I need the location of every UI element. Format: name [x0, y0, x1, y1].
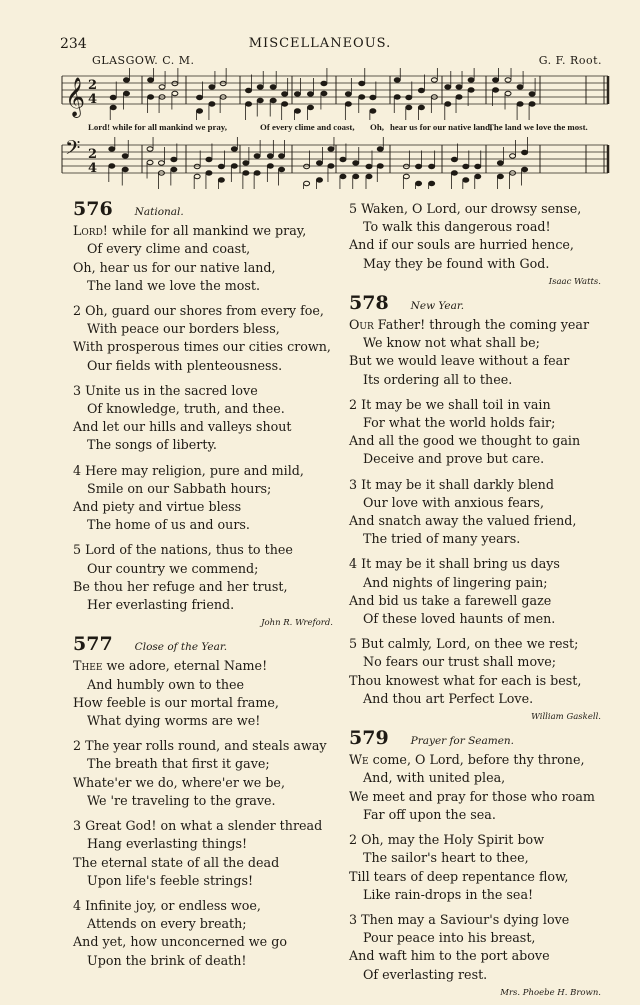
note-head	[345, 102, 351, 106]
verse-line: 4 Infinite joy, or endless woe,	[73, 897, 261, 913]
underlay-phrase: Lord! while for all mankind we pray,	[88, 122, 227, 132]
note-head	[148, 78, 154, 82]
note-head	[109, 164, 115, 168]
verse-line: Far off upon the sea.	[363, 806, 496, 822]
verse-line	[73, 657, 333, 675]
note-head	[522, 167, 528, 171]
note-head	[110, 95, 116, 99]
hymn-number: 578	[349, 291, 389, 314]
note-head	[340, 174, 346, 178]
note-head	[451, 157, 457, 161]
verse-line: May they be found with God.	[363, 255, 550, 271]
note-head	[475, 174, 481, 178]
note-head	[517, 102, 523, 106]
verse-first-word: We	[349, 752, 369, 768]
time-signature: 2	[88, 78, 98, 93]
note-head	[110, 105, 116, 109]
note-head	[294, 92, 300, 96]
note-head	[497, 174, 503, 178]
note-head	[294, 109, 300, 113]
note-head	[429, 164, 435, 168]
verse-line: Of everlasting rest.	[363, 966, 488, 982]
note-head	[328, 147, 334, 151]
verse-line: With peace our borders bless,	[87, 321, 280, 337]
hymn-heading	[349, 729, 601, 750]
verse-line: And snatch away the valued friend,	[349, 513, 577, 529]
note-head	[377, 164, 383, 168]
verse-line: And if our souls are hurried hence,	[349, 237, 574, 253]
hymn-title: National.	[134, 206, 184, 218]
note-head	[231, 147, 237, 151]
note-head	[321, 81, 327, 85]
hymn-number: 579	[349, 727, 389, 750]
verse-line: Smile on our Sabbath hours;	[87, 480, 272, 496]
note-head	[279, 154, 285, 158]
hymn	[349, 291, 601, 723]
verse-line: 2 Oh, may the Holy Spirit bow	[349, 832, 545, 848]
stanza	[73, 462, 333, 535]
verse-line: 5 Lord of the nations, thus to thee	[73, 542, 293, 558]
note-head	[522, 150, 528, 154]
note-head	[279, 167, 285, 171]
verse-line: The songs of liberty.	[87, 437, 217, 453]
bass-clef-icon: 𝄢	[65, 137, 81, 164]
verse-line	[349, 316, 601, 334]
note-head	[366, 164, 372, 168]
verse-line: Whate'er we do, where'er we be,	[73, 774, 285, 790]
verse-line: The land we love the most.	[87, 277, 261, 293]
verse-line: Oh, hear us for our native land,	[73, 259, 276, 275]
verse-line: And, with united plea,	[363, 770, 506, 786]
note-head	[220, 81, 226, 85]
stanza	[349, 555, 601, 628]
verse-line: We meet and pray for those who roam	[349, 788, 595, 804]
note-head	[377, 147, 383, 151]
note-head	[505, 78, 511, 82]
stanza	[73, 897, 333, 970]
treble-clef-icon: 𝄞	[65, 77, 86, 117]
verse-text: Father! through the coming year	[373, 317, 590, 333]
note-head	[418, 88, 424, 92]
note-head	[316, 161, 322, 165]
verse-line: We 're traveling to the grave.	[87, 792, 276, 808]
verse-line: What dying worms are we!	[87, 713, 261, 729]
verse-line: For what the world holds fair;	[363, 415, 556, 431]
time-signature: 2	[88, 147, 98, 162]
verse-line: 3 It may be it shall darkly blend	[349, 476, 554, 492]
note-head	[510, 154, 516, 158]
stanza	[73, 222, 333, 295]
note-head	[340, 157, 346, 161]
hymn-heading	[73, 635, 333, 656]
note-head	[416, 164, 422, 168]
note-head	[270, 98, 276, 102]
note-head	[406, 105, 412, 109]
note-head	[406, 95, 412, 99]
note-head	[463, 178, 469, 182]
verse-line: Of these loved haunts of men.	[363, 611, 556, 627]
underlay-phrase: hear us for our native land,	[390, 122, 493, 132]
note-head	[418, 105, 424, 109]
stanza	[73, 302, 333, 375]
verse-first-word: Thee	[73, 658, 103, 674]
verse-line: 5 But calmly, Lord, on thee we rest;	[349, 636, 579, 652]
note-head	[445, 85, 451, 89]
underlay-phrase: The land we love the most.	[488, 122, 588, 132]
verse-line: And waft him to the port above	[349, 948, 550, 964]
verse-line: The eternal state of all the dead	[73, 854, 280, 870]
note-head	[505, 91, 511, 95]
note-head	[456, 95, 462, 99]
verse-line: Her everlasting friend.	[87, 597, 235, 613]
verse-text: we adore, eternal Name!	[102, 658, 268, 674]
verse-line: And yet, how unconcerned we go	[73, 934, 287, 950]
note-head	[304, 181, 310, 185]
tune-name: GLASGOW. C. M.	[92, 54, 195, 67]
verse-first-word: Our	[349, 317, 374, 333]
verse-line: 2 The year rolls round, and steals away	[73, 738, 327, 754]
note-head	[429, 181, 435, 185]
hymn-title: Prayer for Seamen.	[410, 735, 515, 748]
time-signature: 4	[88, 161, 98, 176]
verse-line: To walk this dangerous road!	[363, 219, 551, 235]
note-head	[254, 171, 260, 175]
note-head	[366, 174, 372, 178]
verse-line: Like rain-drops in the sea!	[363, 886, 534, 902]
note-head	[456, 85, 462, 89]
note-head	[257, 85, 263, 89]
note-head	[172, 81, 178, 85]
verse-line: 2 It may be we shall toil in vain	[349, 396, 551, 412]
hymn-author: Isaac Watts.	[548, 276, 601, 287]
verse-line: Pour peace into his breast,	[363, 930, 536, 946]
note-head	[394, 95, 400, 99]
note-head	[231, 164, 237, 168]
stanza	[73, 817, 333, 890]
hymn-title: Close of the Year.	[134, 641, 228, 654]
hymn-author: Mrs. Phoebe H. Brown.	[500, 987, 601, 998]
note-head	[370, 95, 376, 99]
note-head	[445, 102, 451, 106]
verse-line: How feeble is our mortal frame,	[73, 694, 279, 710]
note-head	[243, 171, 249, 175]
verse-line: Hang everlasting things!	[87, 836, 248, 852]
underlay-phrase: Oh,	[370, 122, 384, 132]
verse-text: while for all mankind we pray,	[107, 223, 307, 239]
note-head	[475, 164, 481, 168]
hymn	[349, 729, 601, 999]
verse-line: 3 Great God! on what a slender thread	[73, 818, 323, 834]
note-head	[307, 105, 313, 109]
verse-line: Upon the brink of death!	[87, 952, 247, 968]
note-head	[147, 160, 153, 164]
note-head	[194, 174, 200, 178]
verse-line: And let our hills and valleys shout	[73, 419, 292, 435]
note-head	[206, 157, 212, 161]
note-head	[451, 171, 457, 175]
note-head	[463, 164, 469, 168]
note-head	[123, 78, 129, 82]
verse-line: And piety and virtue bless	[73, 499, 242, 515]
time-signature: 4	[88, 92, 98, 107]
stanza	[349, 831, 601, 904]
note-head	[353, 161, 359, 165]
note-head	[282, 92, 288, 96]
verse-line: Till tears of deep repentance flow,	[349, 868, 569, 884]
note-head	[209, 102, 215, 106]
note-head	[468, 88, 474, 92]
note-head	[394, 78, 400, 82]
verse-line: Deceive and prove but care.	[363, 451, 545, 467]
verse-line: Attends on every breath;	[87, 916, 247, 932]
verse-line: Our love with anxious fears,	[363, 494, 544, 510]
verse-line: 5 Waken, O Lord, our drowsy sense,	[349, 201, 582, 216]
verse-line: Be thou her refuge and her trust,	[73, 578, 288, 594]
note-head	[206, 171, 212, 175]
hymn	[73, 200, 333, 629]
hymn	[73, 635, 333, 969]
stanza	[349, 396, 601, 469]
right-column	[349, 200, 601, 1005]
left-column	[73, 200, 333, 977]
note-head	[267, 164, 273, 168]
verse-line	[73, 222, 333, 240]
note-head	[493, 88, 499, 92]
verse-line: Of every clime and coast,	[87, 241, 251, 257]
page-number: 234	[60, 36, 87, 52]
note-head	[246, 102, 252, 106]
stanza	[73, 382, 333, 455]
verse-line: 3 Then may a Saviour's dying love	[349, 911, 570, 927]
verse-line: 2 Oh, guard our shores from every foe,	[73, 303, 324, 319]
verse-line: With prosperous times our cities crown,	[73, 339, 331, 355]
note-head	[304, 164, 310, 168]
hymn	[349, 200, 601, 288]
note-head	[123, 91, 129, 95]
note-head	[307, 92, 313, 96]
verse-line: The breath that first it gave;	[87, 756, 270, 772]
note-head	[171, 167, 177, 171]
note-head	[148, 95, 154, 99]
note-head	[468, 78, 474, 82]
note-head	[209, 85, 215, 89]
stanza	[349, 476, 601, 549]
stanza	[349, 635, 601, 708]
verse-line: The home of us and ours.	[87, 517, 250, 533]
verse-line: And humbly own to thee	[87, 676, 245, 692]
note-head	[122, 154, 128, 158]
note-head	[403, 174, 409, 178]
verse-line: The sailor's heart to thee,	[363, 850, 529, 866]
verse-line: And all the good we thought to gain	[349, 433, 581, 449]
hymn-title: New Year.	[410, 299, 465, 312]
stanza	[73, 541, 333, 614]
stanza	[349, 911, 601, 984]
verse-line: But we would leave without a fear	[349, 353, 570, 369]
note-head	[270, 85, 276, 89]
note-head	[359, 81, 365, 85]
verse-line: And bid us take a farewell gaze	[349, 592, 552, 608]
note-head	[218, 178, 224, 182]
note-head	[254, 154, 260, 158]
verse-line: Upon life's feeble strings!	[87, 872, 254, 888]
hymn-heading	[349, 291, 601, 315]
note-head	[529, 102, 535, 106]
treble-staff	[60, 68, 610, 120]
note-head	[109, 147, 115, 151]
note-head	[529, 92, 535, 96]
note-head	[416, 181, 422, 185]
stanza	[349, 200, 601, 273]
note-head	[243, 161, 249, 165]
hymn-number: 576	[73, 198, 113, 220]
note-head	[147, 147, 153, 151]
verse-line: The tried of many years.	[363, 531, 521, 547]
running-head: MISCELLANEOUS.	[248, 36, 392, 51]
verse-line	[349, 751, 601, 769]
note-head	[197, 95, 203, 99]
stanza	[73, 657, 333, 730]
verse-line: Of knowledge, truth, and thee.	[87, 401, 285, 417]
note-head	[517, 85, 523, 89]
verse-text: come, O Lord, before thy throne,	[368, 752, 585, 768]
stanza	[349, 751, 601, 824]
note-head	[282, 102, 288, 106]
note-head	[158, 161, 164, 165]
verse-line: 4 It may be it shall bring us days	[349, 556, 560, 572]
note-head	[197, 109, 203, 113]
note-head	[493, 78, 499, 82]
note-head	[159, 85, 165, 89]
note-head	[403, 164, 409, 168]
hymn-author: William Gaskell.	[531, 712, 601, 723]
composer-name: G. F. Root.	[538, 54, 602, 67]
note-head	[267, 154, 273, 158]
note-head	[431, 78, 437, 82]
note-head	[345, 92, 351, 96]
note-head	[171, 157, 177, 161]
underlay-phrase: Of every clime and coast,	[260, 122, 355, 132]
verse-line: 3 Unite us in the sacred love	[73, 382, 258, 398]
bass-staff	[60, 137, 610, 189]
verse-line: 4 Here may religion, pure and mild,	[73, 462, 304, 478]
note-head	[194, 164, 200, 168]
verse-line: And nights of lingering pain;	[363, 574, 548, 590]
note-head	[497, 161, 503, 165]
note-head	[218, 164, 224, 168]
stanza	[73, 737, 333, 810]
hymn-heading	[73, 200, 333, 221]
note-head	[316, 178, 322, 182]
verse-line: We know not what shall be;	[363, 335, 540, 351]
note-head	[257, 98, 263, 102]
note-head	[353, 174, 359, 178]
verse-line: Our country we commend;	[87, 560, 259, 576]
note-head	[370, 109, 376, 113]
note-head	[328, 164, 334, 168]
note-head	[359, 95, 365, 99]
verse-line: Our fields with plenteousness.	[87, 357, 283, 373]
verse-line: No fears our trust shall move;	[363, 654, 557, 670]
note-head	[246, 88, 252, 92]
verse-line: Its ordering all to thee.	[363, 371, 513, 387]
hymn-author: John R. Wreford.	[261, 618, 333, 629]
note-head	[321, 91, 327, 95]
hymn-number: 577	[73, 633, 113, 656]
verse-line: Thou knowest what for each is best,	[349, 672, 582, 688]
stanza	[349, 316, 601, 389]
note-head	[122, 167, 128, 171]
verse-first-word: Lord!	[73, 223, 108, 239]
note-head	[172, 91, 178, 95]
verse-line: And thou art Perfect Love.	[363, 690, 534, 706]
